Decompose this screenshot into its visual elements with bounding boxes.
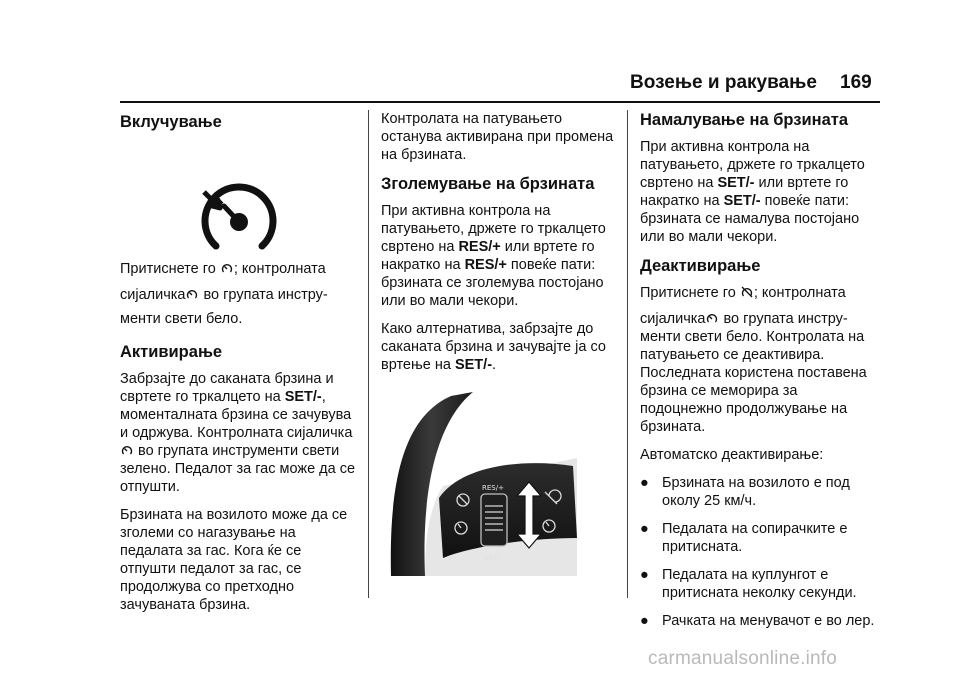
key-set-label: SET/- — [723, 193, 761, 209]
decrease-text: При активна контрола на патувањето, држете го тркалцето свртено на SET/- или вртете го накратко на SET/- повеќе пати: брзината се намалува постојано или во мали чекори. — [640, 139, 865, 245]
activate-text: Забрзајте до саканата брзина и свртете го тркалцето на SET/-, моменталната брзина се зачувува и одржува. Контролната сијаличка во групата инструменти свети зелено. Педалот за гас може да се отпушти. — [120, 371, 356, 495]
heading-enable: Вклучување — [120, 113, 222, 131]
header-rule — [120, 101, 880, 103]
alternative-text: Како алтернатива, забрзајте до саканата брзина и зачувајте ја со вртење на SET/-. — [381, 321, 606, 373]
column-divider-1 — [368, 110, 369, 598]
bullet-dot: ● — [640, 475, 649, 491]
bullet-dot: ● — [640, 567, 649, 583]
key-res-label: RES/+ — [464, 257, 507, 273]
persist-text: Контролата на патувањето останува активирана при промена на брзината. — [381, 111, 614, 163]
wheel-res-label: RES/+ — [482, 484, 504, 492]
list-item: ● Педалата на куплунгот е притисната неколку секунди. — [640, 567, 857, 601]
key-set-label: SET/- — [454, 357, 493, 373]
cruise-control-button-figure — [120, 140, 356, 260]
heading-deactivate: Деактивирање — [640, 257, 761, 275]
list-item: ● Рачката на менувачот е во лер. — [640, 613, 875, 629]
column-2 — [381, 110, 619, 581]
page-number: 169 — [840, 72, 872, 93]
key-res-label: RES/+ — [458, 239, 501, 255]
steering-wheel-controls-image — [381, 388, 577, 576]
cruise-control-small-icon — [221, 262, 233, 274]
watermark-text: carmanualsonline.info — [648, 648, 838, 669]
heading-increase: Зголемување на брзината — [381, 175, 595, 193]
heading-activate: Активирање — [120, 343, 223, 361]
key-set-label: SET/- — [717, 175, 755, 191]
auto-deactivate-label: Автоматско деактивирање: — [640, 447, 824, 463]
steering-wheel-illustration — [381, 388, 619, 581]
page-header — [0, 0, 960, 110]
cruise-control-indicator-icon — [706, 312, 718, 324]
deactivate-text: Притиснете го ; контролната сијаличка во групата инстру- менти свети бело. Контролата на патувањето се деактивира. Последната користена поставена брзина се меморира за подоцнежно продолжување на брзината. — [640, 285, 867, 435]
key-set-label: SET/- — [284, 389, 322, 405]
column-divider-2 — [627, 110, 628, 598]
enable-text: Притиснете го ; контролната сијаличка во групата инстру- менти свети бело. — [120, 261, 328, 327]
bullet-dot: ● — [640, 521, 649, 537]
column-3 — [640, 110, 880, 640]
wheel-set-label: SET/- — [484, 554, 503, 562]
cruise-control-indicator-icon — [121, 444, 133, 456]
list-item: ● Педалата на сопирачките е притисната. — [640, 521, 848, 555]
cruise-control-indicator-icon — [186, 288, 198, 300]
page-title: Возење и ракување — [630, 72, 817, 93]
cruise-control-off-icon — [741, 286, 753, 298]
increase-text: При активна контрола на патувањето, држете го тркалцето свртено на RES/+ или вртете го накратко на RES/+ повеќе пати: брзината се зголемува постојано или во мали чекори. — [381, 203, 606, 309]
list-item: ● Брзината на возилото е под околу 25 км/ч. — [640, 475, 850, 509]
speed-increase-text: Брзината на возилото може да се зголеми со нагазување на педалата за гас. Кога ќе се отпушти педалот за гас, се продолжува со претходно зачуваната брзина. — [120, 507, 348, 613]
heading-decrease: Намалување на брзината — [640, 111, 849, 129]
bullet-dot: ● — [640, 613, 649, 629]
cruise-control-icon — [120, 140, 356, 260]
column-1 — [120, 110, 356, 624]
